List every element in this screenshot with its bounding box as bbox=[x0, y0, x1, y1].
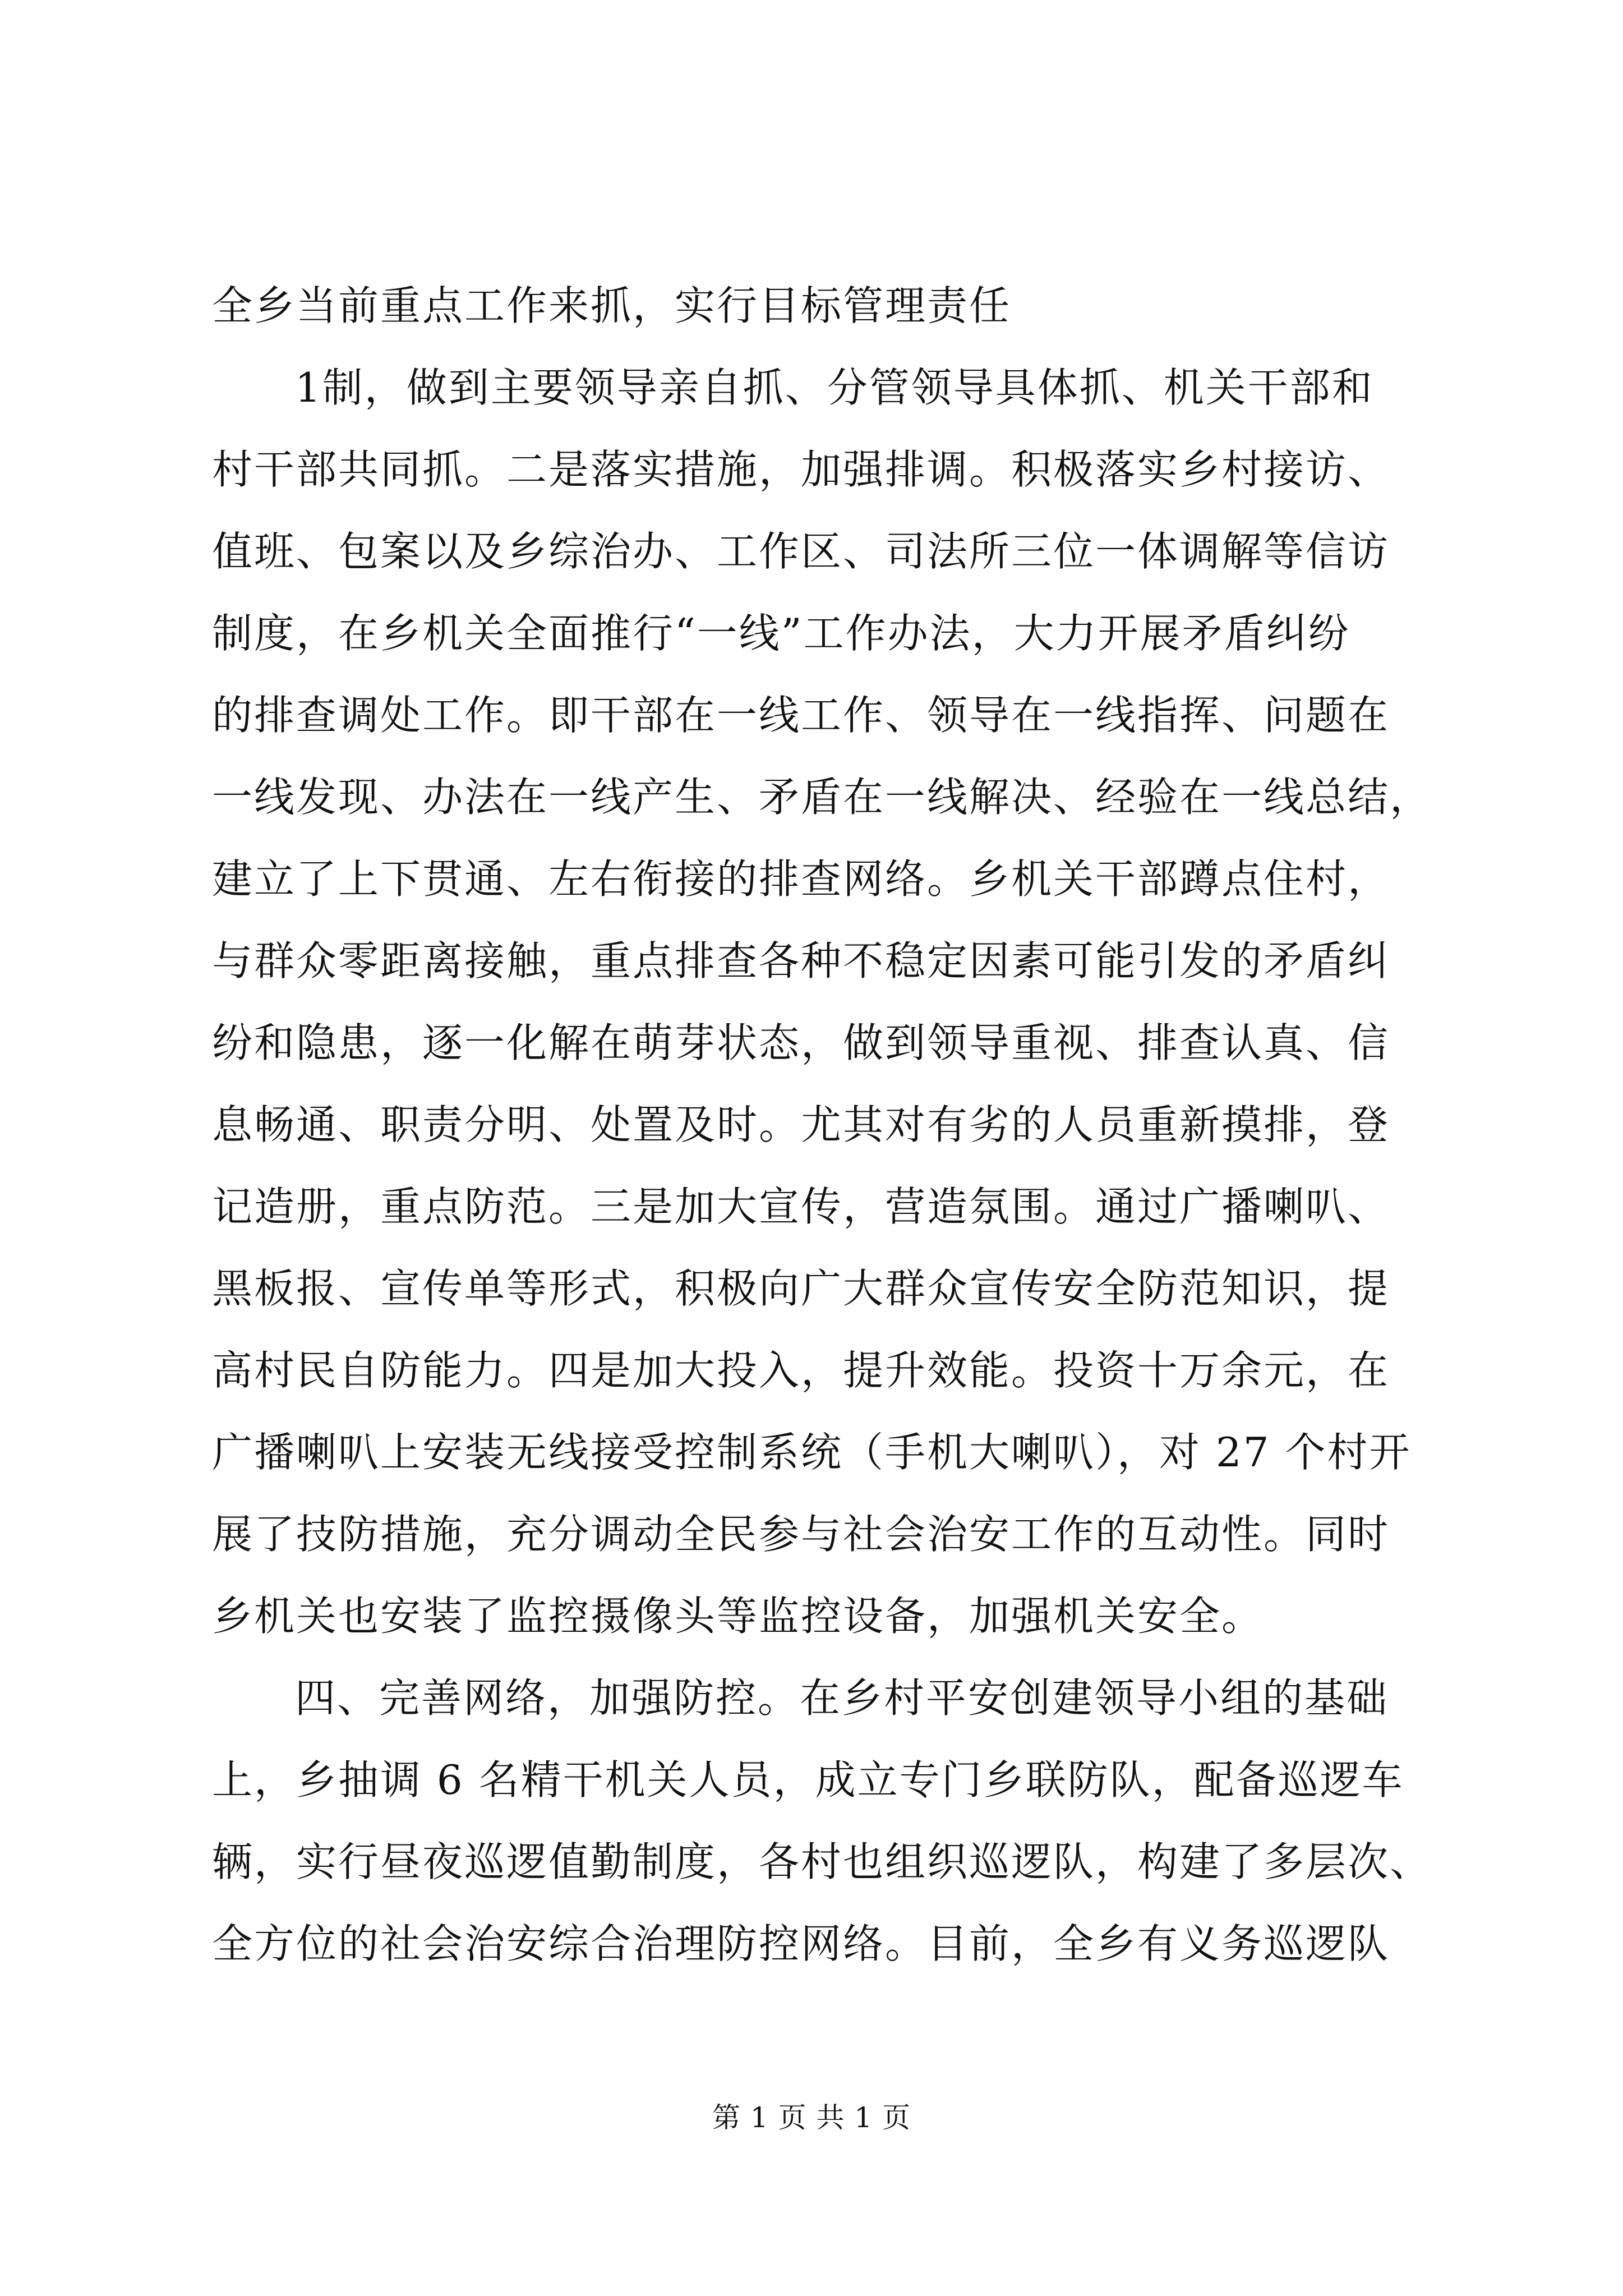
text-line: 纷和隐患，逐一化解在萌芽状态，做到领导重视、排查认真、信 bbox=[212, 1019, 1390, 1066]
text-line: 乡机关也安装了监控摄像头等监控设备，加强机关安全。 bbox=[212, 1593, 1264, 1640]
text-line: 辆，实行昼夜巡逻值勤制度，各村也组织巡逻队，构建了多层次、 bbox=[212, 1838, 1432, 1885]
text-line: 全方位的社会治安综合治理防控网络。目前，全乡有义务巡逻队 bbox=[212, 1920, 1390, 1967]
text-line: 一线发现、办法在一线产生、矛盾在一线解决、经验在一线总结， bbox=[212, 774, 1432, 821]
body-text bbox=[212, 265, 1432, 1985]
text-line: 村干部共同抓。二是落实措施，加强排调。积极落实乡村接访、 bbox=[212, 446, 1390, 493]
text-line: 上，乡抽调 6 名精干机关人员，成立专门乡联防队，配备巡逻车 bbox=[212, 1756, 1404, 1803]
text-line: 建立了上下贯通、左右衔接的排查网络。乡机关干部蹲点住村， bbox=[212, 855, 1390, 903]
text-line: 黑板报、宣传单等形式，积极向广大群众宣传安全防范知识，提 bbox=[212, 1265, 1390, 1312]
page-footer bbox=[0, 2098, 1623, 2137]
text-line: 与群众零距离接触，重点排查各种不稳定因素可能引发的矛盾纠 bbox=[212, 937, 1390, 984]
text-line: 记造册，重点防范。三是加大宣传，营造氛围。通过广播喇叭、 bbox=[212, 1183, 1390, 1230]
text-line: 展了技防措施，充分调动全民参与社会治安工作的互动性。同时 bbox=[212, 1511, 1390, 1558]
text-line: 广播喇叭上安装无线接受控制系统（手机大喇叭），对 27 个村开 bbox=[212, 1429, 1412, 1476]
text-line: 高村民自防能力。四是加大投入，提升效能。投资十万余元，在 bbox=[212, 1347, 1390, 1394]
text-line: 的排查调处工作。即干部在一线工作、领导在一线指挥、问题在 bbox=[212, 692, 1390, 739]
text-line: 全乡当前重点工作来抓，实行目标管理责任 bbox=[212, 282, 1012, 329]
text-line: 四、完善网络，加强防控。在乡村平安创建领导小组的基础 bbox=[295, 1674, 1389, 1722]
page-number-label: 第 1 页 共 1 页 bbox=[712, 2101, 911, 2134]
text-line: 1制，做到主要领导亲自抓、分管领导具体抓、机关干部和 bbox=[295, 364, 1374, 411]
text-line: 息畅通、职责分明、处置及时。尤其对有劣的人员重新摸排，登 bbox=[212, 1101, 1390, 1148]
text-line: 制度，在乡机关全面推行“一线”工作办法，大力开展矛盾纠纷 bbox=[212, 610, 1350, 657]
text-line: 值班、包案以及乡综治办、工作区、司法所三位一体调解等信访 bbox=[212, 528, 1390, 575]
